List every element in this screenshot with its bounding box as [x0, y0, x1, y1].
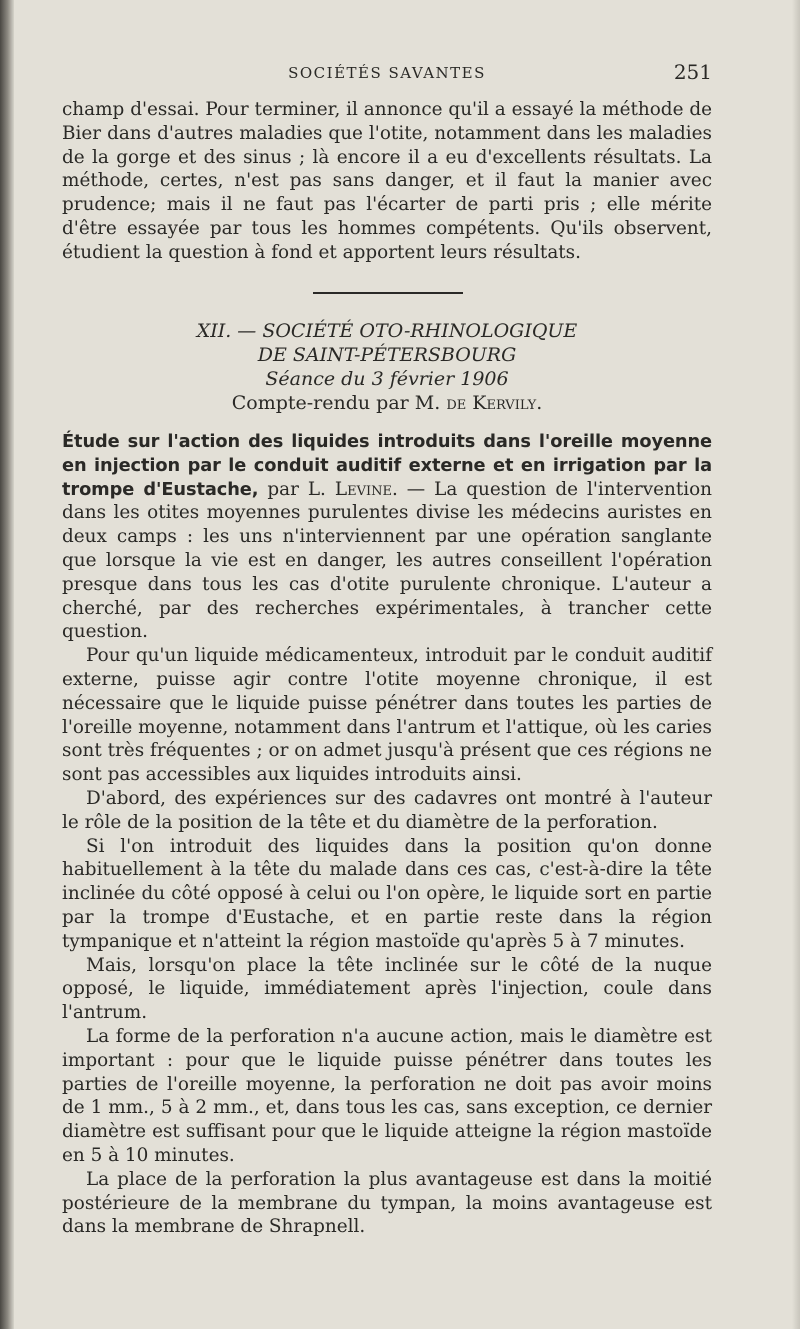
section-heading	[62, 319, 712, 415]
report-credit-prefix: Compte-rendu par M.	[231, 392, 447, 414]
article-first-text: . — La question de l'intervention dans les otites moyennes purulentes divise les médecins auristes en deux camps : les uns n'interviennent par une opération sanglante que lorsque la vie est en danger, les autres conseillent l'opération presque dans tous les cas d'otite purulente chronique. L'auteur a cherché, par des recherches expérimentales, à trancher cette question.	[62, 478, 713, 643]
intro-paragraph	[62, 98, 712, 265]
report-credit-de: de	[446, 392, 467, 414]
page-number: 251	[673, 60, 712, 84]
article-author-prefix: par L.	[258, 478, 335, 500]
book-spine-shadow	[0, 0, 14, 1329]
report-credit-name: Kervily	[472, 392, 537, 414]
section-title-line1: XII. — SOCIÉTÉ OTO-RHINOLOGIQUE	[196, 320, 578, 342]
session-date: Séance du 3 février 1906	[265, 368, 509, 390]
page-header	[62, 60, 712, 86]
article-paragraph: Pour qu'un liquide médicamenteux, introduit par le conduit auditif externe, puisse agir contre l'otite moyenne chronique, il est nécessaire que le liquide puisse pénétrer dans toutes les parties de l'oreille moyenne, notamment dans l'antrum et l'attique, où les caries sont très fréquentes ; or on admet jusqu'à présent que ces régions ne sont pas accessibles aux liquides introduits ainsi.	[62, 645, 712, 786]
section-title-line2: DE SAINT-PÉTERSBOURG	[257, 344, 517, 366]
report-credit	[62, 391, 712, 415]
article-body	[62, 430, 712, 1239]
page-edge	[792, 0, 800, 1329]
intro-paragraph-text: champ d'essai. Pour terminer, il annonce qu'il a essayé la méthode de Bier dans d'autres maladies que l'otite, notamment dans les maladies de la gorge et des sinus ; là encore il a eu d'excellents résultats. La méthode, certes, n'est pas sans danger, et il faut la manier avec prudence; mais il ne faut pas l'écarter de parti pris ; elle mérite d'être essayée par tous les hommes compétents. Qu'ils observent, étudient la question à fond et apportent leurs résultats.	[62, 99, 712, 263]
article-paragraph: La place de la perforation la plus avantageuse est dans la moitié postérieure de la membrane du tympan, la moins avantageuse est dans la membrane de Shrapnell.	[62, 1168, 712, 1238]
article-first-paragraph	[62, 430, 712, 644]
section-divider	[313, 292, 463, 294]
article-paragraph: La forme de la perforation n'a aucune action, mais le diamètre est important : pour que le liquide puisse pénétrer dans toutes les parties de l'oreille moyenne, la perforation ne doit pas avoir moins de 1 mm., 5 à 2 mm., et, dans tous les cas, sans exception, ce dernier diamètre est suffisant pour que le liquide atteigne la région mastoïde en 5 à 10 minutes.	[62, 1025, 712, 1166]
article-title: Étude sur l'action des liquides introduits dans l'oreille moyenne en injection par le conduit auditif externe et en irrigation par la trompe d'Eustache,	[62, 431, 712, 500]
article-paragraph: Si l'on introduit des liquides dans la position qu'on donne habituellement à la tête du malade dans ces cas, c'est-à-dire la tête inclinée du côté opposé à celui ou l'on opère, le liquide sort en partie par la trompe d'Eustache, et en partie reste dans la région tympanique et n'atteint la région mastoïde qu'après 5 à 7 minutes.	[62, 835, 712, 952]
article-paragraph: D'abord, des expériences sur des cadavres ont montré à l'auteur le rôle de la position de la tête et du diamètre de la perforation.	[62, 787, 712, 833]
article-author-name: Levine	[334, 478, 392, 500]
running-title: SOCIÉTÉS SAVANTES	[288, 64, 486, 82]
article-paragraph: Mais, lorsqu'on place la tête inclinée sur le côté de la nuque opposé, le liquide, immédiatement après l'injection, coule dans l'antrum.	[62, 954, 712, 1024]
report-credit-suffix: .	[536, 392, 543, 414]
